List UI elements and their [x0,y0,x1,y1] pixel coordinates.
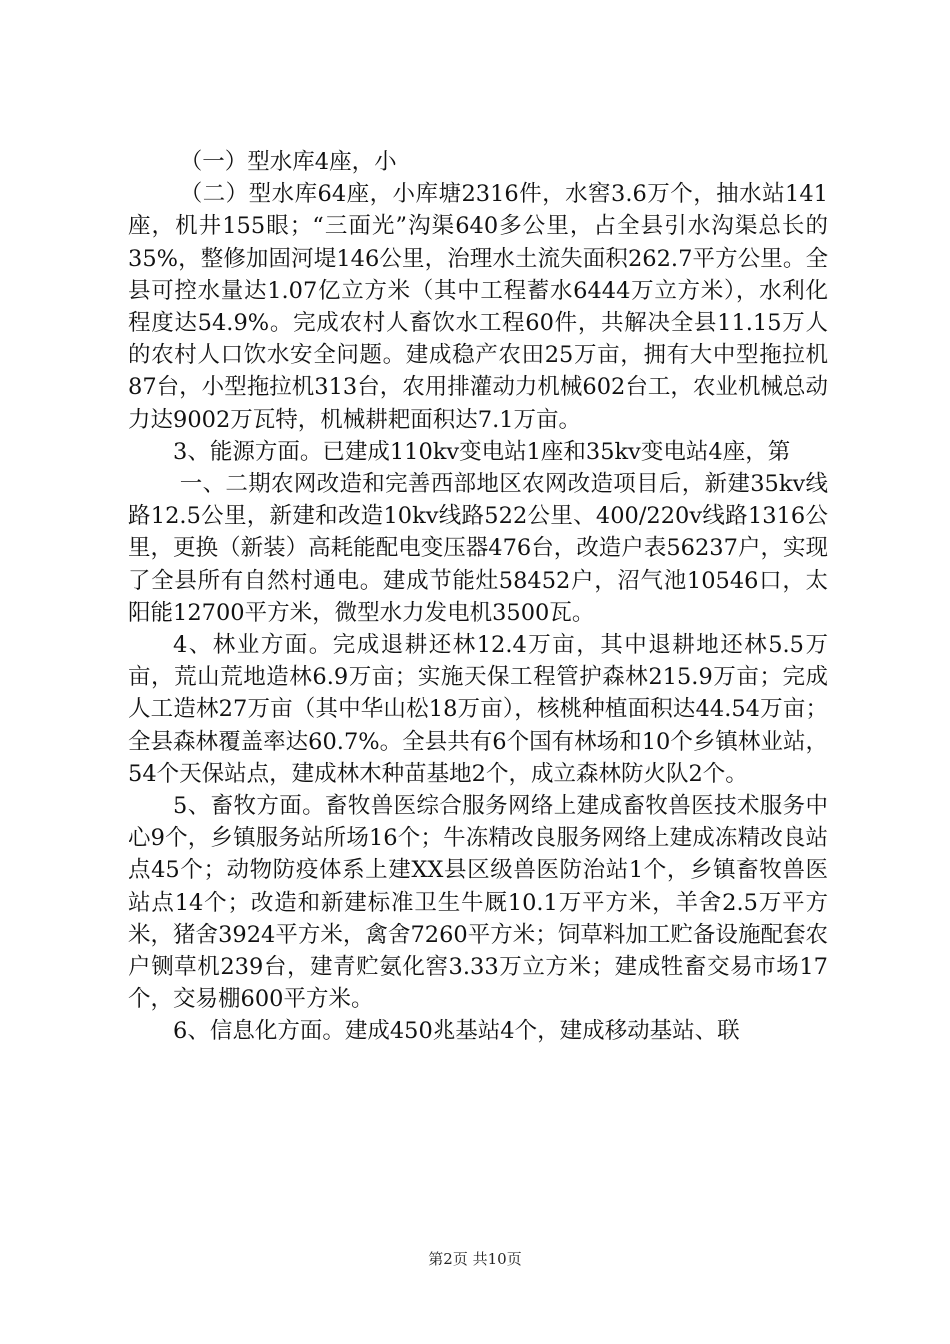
paragraph-power-grid: 一、二期农网改造和完善西部地区农网改造项目后，新建35kv线路12.5公里，新建和改造10kv线路522公里、400/220v线路1316公里，更换（新装）高耗能配电变压器476台，改造户表56237户，实现了全县所有自然村通电。建成节能灶58452户，沼气池10546口，太阳能12700平方米，微型水力发电机3500瓦。 [128,471,828,626]
page-number-footer: 第2页 共10页 [428,1250,522,1268]
paragraph-water-conservancy: （二）型水库64座，小库塘2316件，水窖3.6万个，抽水站141座，机井155眼；“三面光”沟渠640多公里，占全县引水沟渠总长的35%，整修加固河堤146公里，治理水土流失面积262.7平方公里。全县可控水量达1.07亿立方米（其中工程蓄水6444万立方米），水利化程度达54.9%。完成农村人畜饮水工程60件，共解决全县11.15万人的农村人口饮水安全问题。建成稳产农田25万亩，拥有大中型拖拉机87台，小型拖拉机313台，农用排灌动力机械602台工，农业机械总动力达9002万瓦特，机械耕耙面积达7.1万亩。 [128,181,828,433]
paragraph-reservoir-type-1: （一）型水库4座，小 [179,149,397,175]
document-body [128,146,828,1048]
paragraph-energy: 3、能源方面。已建成110kv变电站1座和35kv变电站4座，第 [173,438,791,465]
paragraph-forestry: 4、林业方面。完成退耕还林12.4万亩，其中退耕地还林5.5万亩，荒山荒地造林6.9万亩；实施天保工程管护森林215.9万亩；完成人工造林27万亩（其中华山松18万亩），核桃种植面积达44.54万亩；全县森林覆盖率达60.7%。全县共有6个国有林场和10个乡镇林业站，54个天保站点，建成林木种苗基地2个，成立森林防火队2个。 [128,632,828,787]
paragraph-informatization: 6、信息化方面。建成450兆基站4个，建成移动基站、联 [173,1018,740,1045]
paragraph-livestock: 5、畜牧方面。畜牧兽医综合服务网络上建成畜牧兽医技术服务中心9个，乡镇服务站所场16个；牛冻精改良服务网络上建成冻精改良站点45个；动物防疫体系上建XX县区级兽医防治站1个，乡镇畜牧兽医站点14个；改造和新建标准卫生牛厩10.1万平方米，羊舍2.5万平方米，猪舍3924平方米，禽舍7260平方米；饲草料加工贮备设施配套农户铡草机239台，建青贮氨化窖3.33万立方米；建成牲畜交易市场17个，交易棚600平方米。 [128,793,828,1013]
